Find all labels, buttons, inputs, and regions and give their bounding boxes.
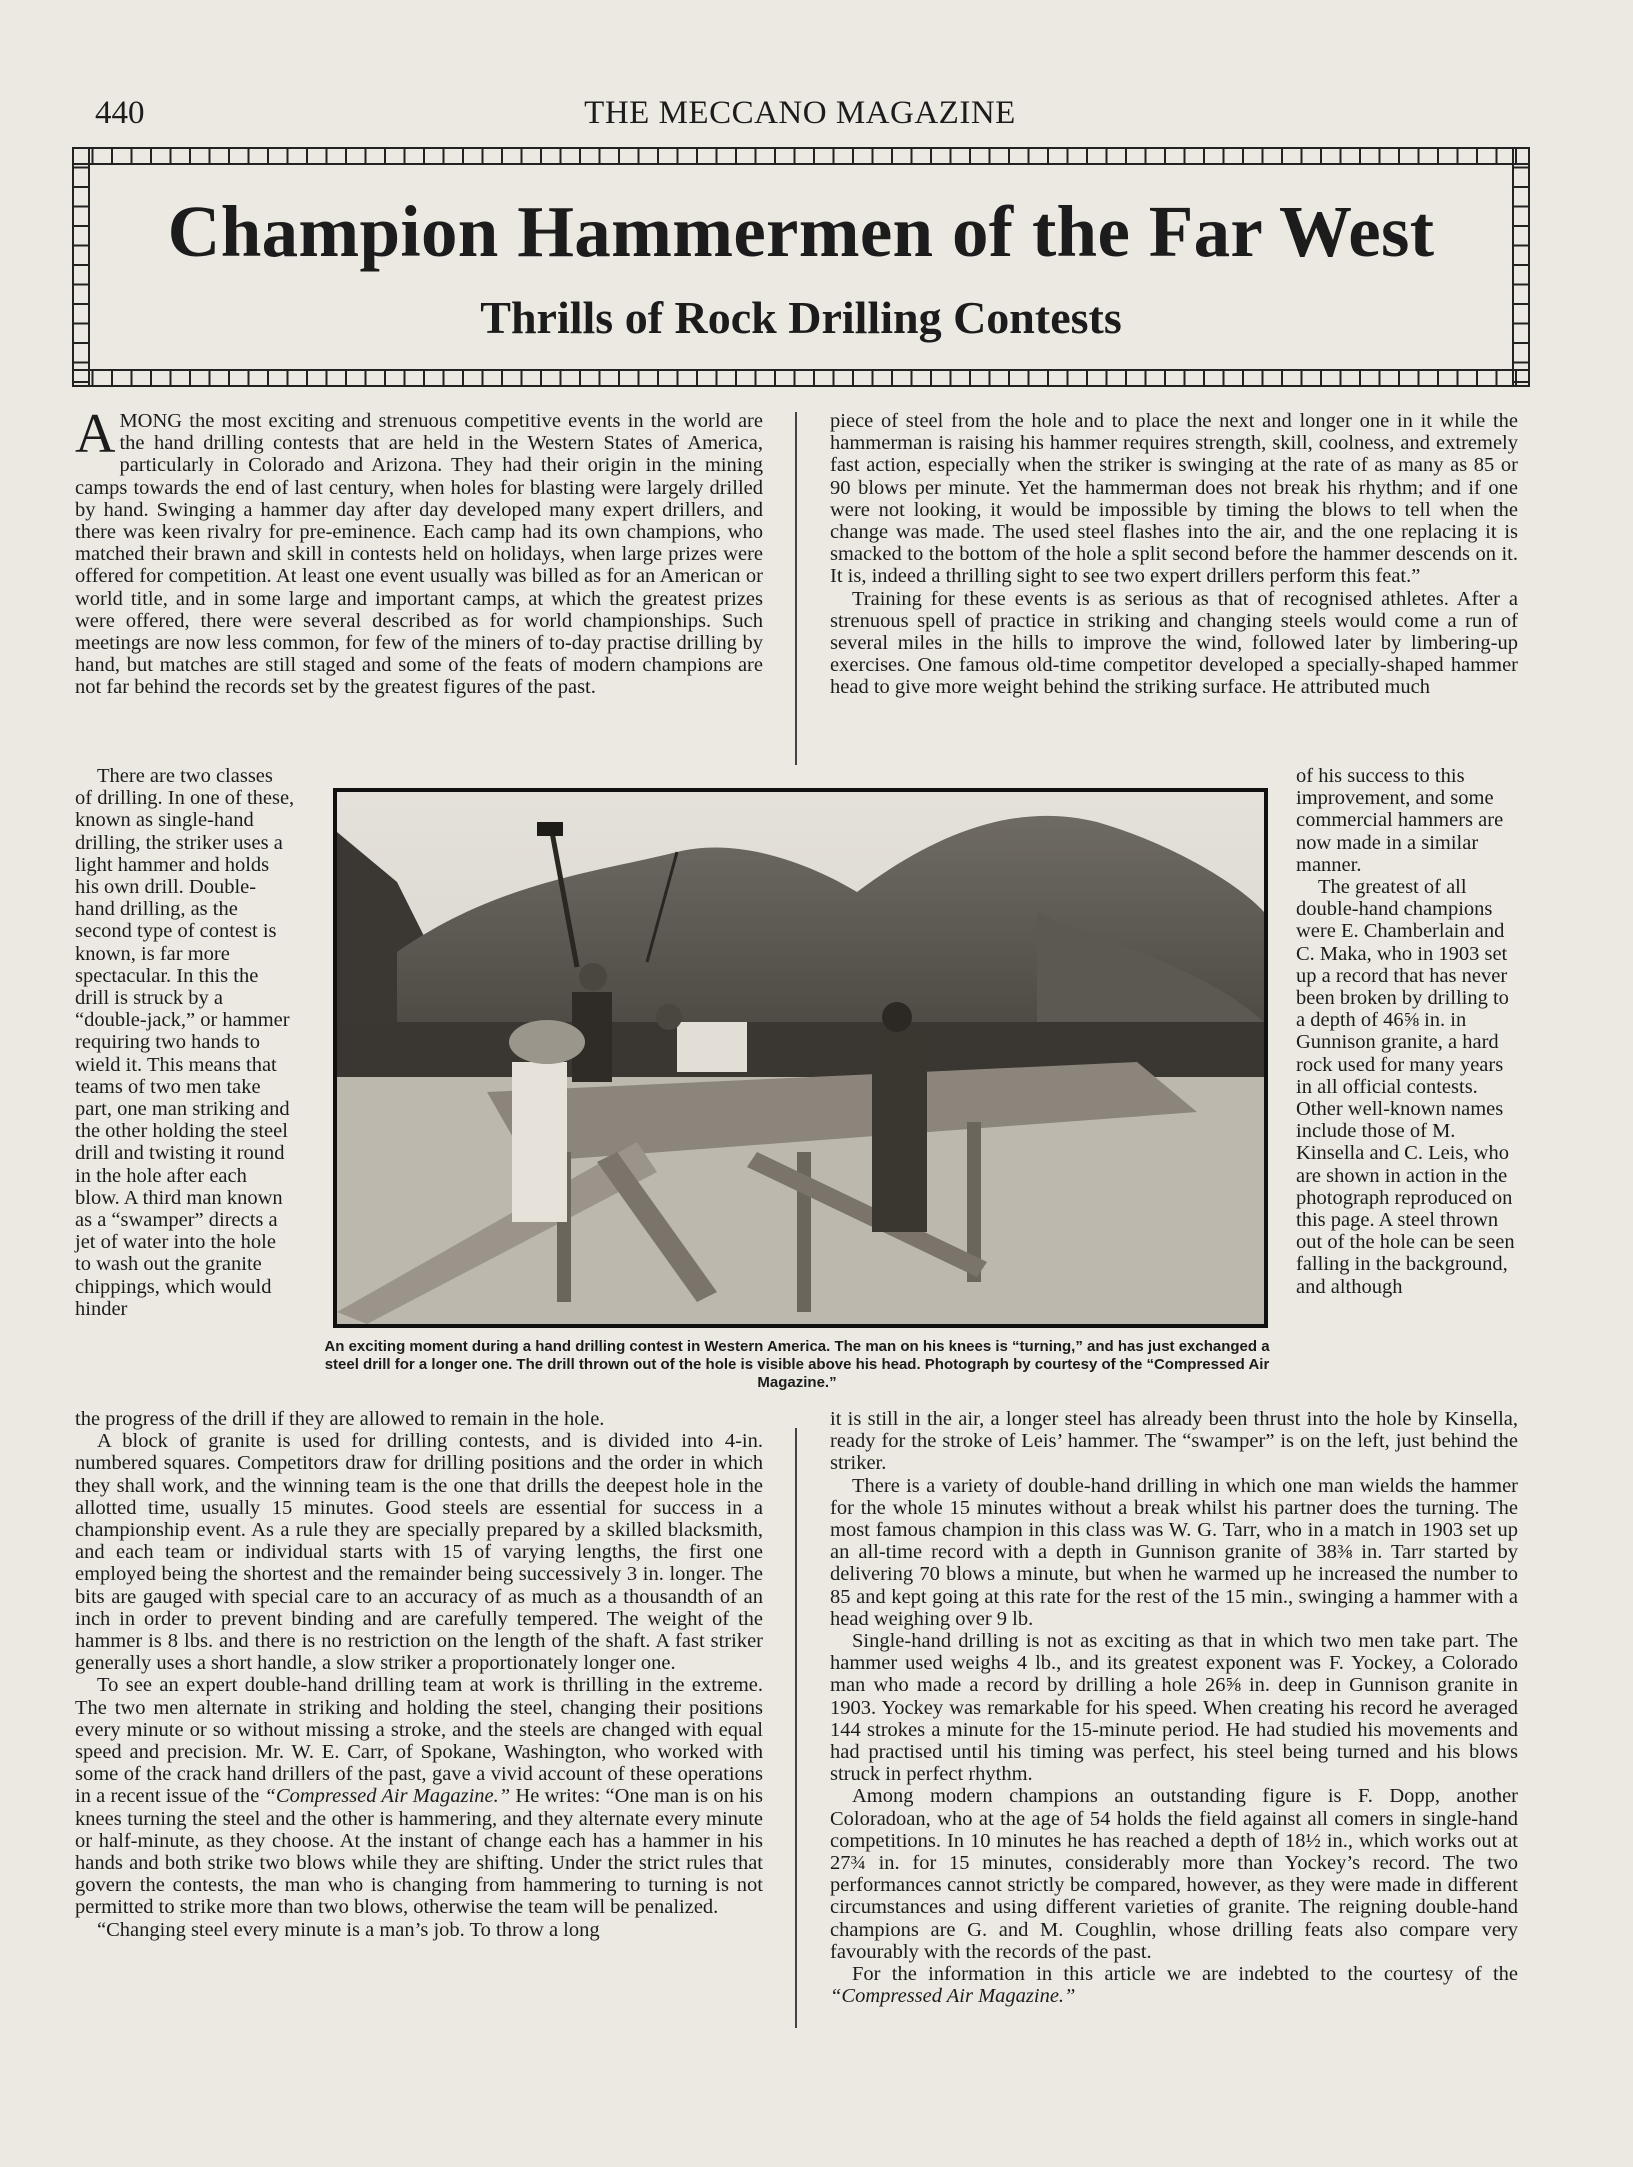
paragraph xyxy=(830,1963,1518,2007)
square-border-bottom xyxy=(72,369,1530,387)
page-number: 440 xyxy=(95,95,145,131)
paragraph xyxy=(75,1674,763,1918)
magazine-title: THE MECCANO MAGAZINE xyxy=(584,95,1016,131)
column-rule xyxy=(795,412,797,765)
hammerman-head xyxy=(579,963,607,991)
paragraph: the progress of the drill if they are allowed to remain in the hole. xyxy=(75,1408,605,1430)
column-2-narrow xyxy=(1296,765,1518,1298)
article-subtitle: Thrills of Rock Drilling Contests xyxy=(480,292,1122,343)
turner-head xyxy=(656,1004,682,1030)
column-2-bottom xyxy=(830,1408,1518,2007)
article-title: Champion Hammermen of the Far West xyxy=(167,191,1435,272)
paragraph: A block of granite is used for drilling contests, and is divided into 4-in. numbered squares. Competitors draw for drilling positions and the order in which they shall work, and the winning team is the one that drills the deepest hole in the allotted time, usually 15 minutes. Good steels are essential for success in a championship event. As a rule they are specially prepared by a skilled blacksmith, and each team or individual starts with 15 of varying lengths, the first one employed being the shortest and the remainder being successively 3 in. longer. The bits are gauged with special care to an accuracy of as much as a thousandth of an inch in order to prevent binding and are carefully tempered. The weight of the hammer is 8 lbs. and there is no restriction on the length of the shaft. A fast striker generally uses a short handle, a slow striker a proportionately longer one. xyxy=(75,1430,763,1675)
publication-name: “Compressed Air Magazine.” xyxy=(264,1785,511,1808)
column-rule xyxy=(795,1428,797,2028)
title-box xyxy=(72,147,1530,387)
paragraph: Training for these events is as serious as that of recognised athletes. After a strenuous spell of practice in striking and changing steels would come a run of several miles in the hills to improve the wind, followed later by limbering-up exercises. One famous old-time competitor developed a specially-shaped hammer head to give more weight behind the striking surface. He attributed much xyxy=(830,587,1518,699)
paragraph-text: To see an expert double-hand drilling team at work is thrilling in the extreme. The two men alternate in striking and holding the steel, changing their positions every minute or so without missing a stroke, and the steels are changed with equal speed and precision. Mr. W. E. Carr, of Spokane, Washington, who worked with some of the crack hand drillers of the past, gave a vivid account of these operations in a recent issue of the xyxy=(75,1674,763,1808)
column-1-bottom xyxy=(75,1408,763,1941)
paragraph: “Changing steel every minute is a man’s job. To throw a long xyxy=(97,1918,600,1941)
paragraph-text: He writes: “One man is on his knees turning the steel and the other is hammering, and they alternate every minute or half-minute, as they choose. At the instant of change each has a hammer in his hands and both strike two blows while they are shifting. Under the strict rules that govern the contests, the man who is changing from hammering to turning is not permitted to strike more than two blows, otherwise the team will be penalized. xyxy=(75,1785,764,1919)
column-1-narrow xyxy=(75,765,295,1320)
square-border-right xyxy=(1512,147,1530,387)
turner-figure xyxy=(677,1022,747,1072)
photo-caption: An exciting moment during a hand drilling contest in Western America. The man on his knees is “turning,” and has just exchanged a steel drill for a longer one. The drill thrown out of the hole is visible above his head. Photograph by courtesy of the “Compressed Air Magazine.” xyxy=(324,1338,1270,1391)
square-border-left xyxy=(72,147,90,387)
column-2-top xyxy=(830,410,1518,699)
page-header xyxy=(75,95,1525,137)
water-tub xyxy=(509,1020,585,1064)
spectator-head xyxy=(882,1002,912,1032)
paragraph: There are two classes of drilling. In one of these, known as single-hand drilling, the striker uses a light hammer and holds his own drill. Double-hand drilling, as the second type of contest is known, is far more spectacular. In this the drill is struck by a “double-jack,” or hammer requiring two hands to wield it. This means that teams of two men take part, one man striking and the other holding the steel drill and twisting it round in the hole after each blow. A third man known as a “swamper” directs a jet of water into the hole to wash out the granite chippings, which would hinder xyxy=(75,765,295,1320)
drilling-contest-photo xyxy=(333,788,1268,1328)
paragraph: it is still in the air, a longer steel has already been thrust into the hole by Kinsella, ready for the stroke of Leis’ hammer. The “swamper” is on the left, just behind the striker. xyxy=(830,1408,1518,1475)
paragraph-text: For the information in this article we are indebted to the courtesy of the xyxy=(852,1963,1518,1986)
swamper-figure xyxy=(512,1062,567,1222)
paragraph: of his success to this improvement, and some commercial hammers are now made in a similar manner. xyxy=(1296,765,1504,876)
column-1-top xyxy=(75,403,763,699)
paragraph: There is a variety of double-hand drilling in which one man wields the hammer for the whole 15 minutes without a break whilst his partner does the turning. The most famous champion in this class was W. G. Tarr, who in a match in 1903 set up an all-time record with a depth in Gunnison granite of 38⅜ in. Tarr started by delivering 70 blows a minute, but when he warmed up he increased the number to 85 and kept going at this rate for the rest of the 15 min., swinging a hammer with a head weighing over 9 lb. xyxy=(830,1474,1518,1630)
paragraph-text: MONG the most exciting and strenuous competitive events in the world are the hand drilling contests that are held in the Western States of America, particularly in Colorado and Arizona. They had their origin in the mining camps towards the end of last century, when holes for blasting were largely drilled by hand. Swinging a hammer day after day developed many expert drillers, and there was keen rivalry for pre-eminence. Each camp had its own champions, who matched their brawn and skill in contests held on holidays, when large prizes were offered for competition. At least one event usually was billed as for an American or world title, and in some large and important camps, at which the greatest prizes were offered, there were several described as for world championships. Such meetings are now less common, for few of the miners of to-day practise drilling by hand, but matches are still staged and some of the feats of modern champions are not far behind the records set by the greatest figures of the past. xyxy=(75,410,763,699)
hammer-head xyxy=(537,822,563,836)
paragraph: Single-hand drilling is not as exciting as that in which two men take part. The hammer used weighs 4 lb., and its greatest exponent was F. Yockey, a Colorado man who made a record by drilling a hole 26⅝ in. deep in Gunnison granite in 1903. Yockey was remarkable for his speed. When creating his record he averaged 144 strokes a minute for the 15-minute period. He had studied his movements and had practised until his timing was perfect, his steel being turned and his blows struck in perfect rhythm. xyxy=(830,1630,1518,1786)
paragraph: Among modern champions an outstanding figure is F. Dopp, another Coloradoan, who at the age of 54 holds the field against all comers in single-hand competitions. In 10 minutes he has reached a depth of 18½ in., which works out at 27¾ in. for 15 minutes, considerably more than Yockey’s record. The two performances cannot strictly be compared, however, as they were made in different circumstances and using different varieties of granite. The reigning double-hand champions are G. and M. Coughlin, whose drilling feats also compare very favourably with the records of the past. xyxy=(830,1785,1518,1963)
drop-cap: A xyxy=(75,403,116,465)
square-border-top xyxy=(72,147,1530,165)
paragraph: The greatest of all double-hand champions were E. Chamberlain and C. Maka, who in 1903 set up a record that has never been broken by drilling to a depth of 46⅝ in. in Gunnison granite, a hard rock used for many years in all official contests. Other well-known names include those of M. Kinsella and C. Leis, who are shown in action in the photograph reproduced on this page. A steel thrown out of the hole can be seen falling in the background, and although xyxy=(1296,876,1515,1298)
publication-name: “Compressed Air Magazine.” xyxy=(830,1985,1076,2008)
photo-illustration xyxy=(337,792,1264,1324)
paragraph xyxy=(75,403,763,699)
paragraph: piece of steel from the hole and to place the next and longer one in it while the hammerman is raising his hammer requires strength, skill, coolness, and extremely fast action, especially when the striker is swinging at the rate of as many as 85 or 90 blows per minute. Yet the hammerman does not break his rhythm; and if one were not looking, it would be impossible by timing the blows to tell when the change was made. The used steel flashes into the air, and the one replacing it is smacked to the bottom of the hole a split second before the hammer descends on it. It is, indeed a thrilling sight to see two expert drillers perform this feat.” xyxy=(830,410,1518,588)
spectator-figure xyxy=(872,1032,927,1232)
